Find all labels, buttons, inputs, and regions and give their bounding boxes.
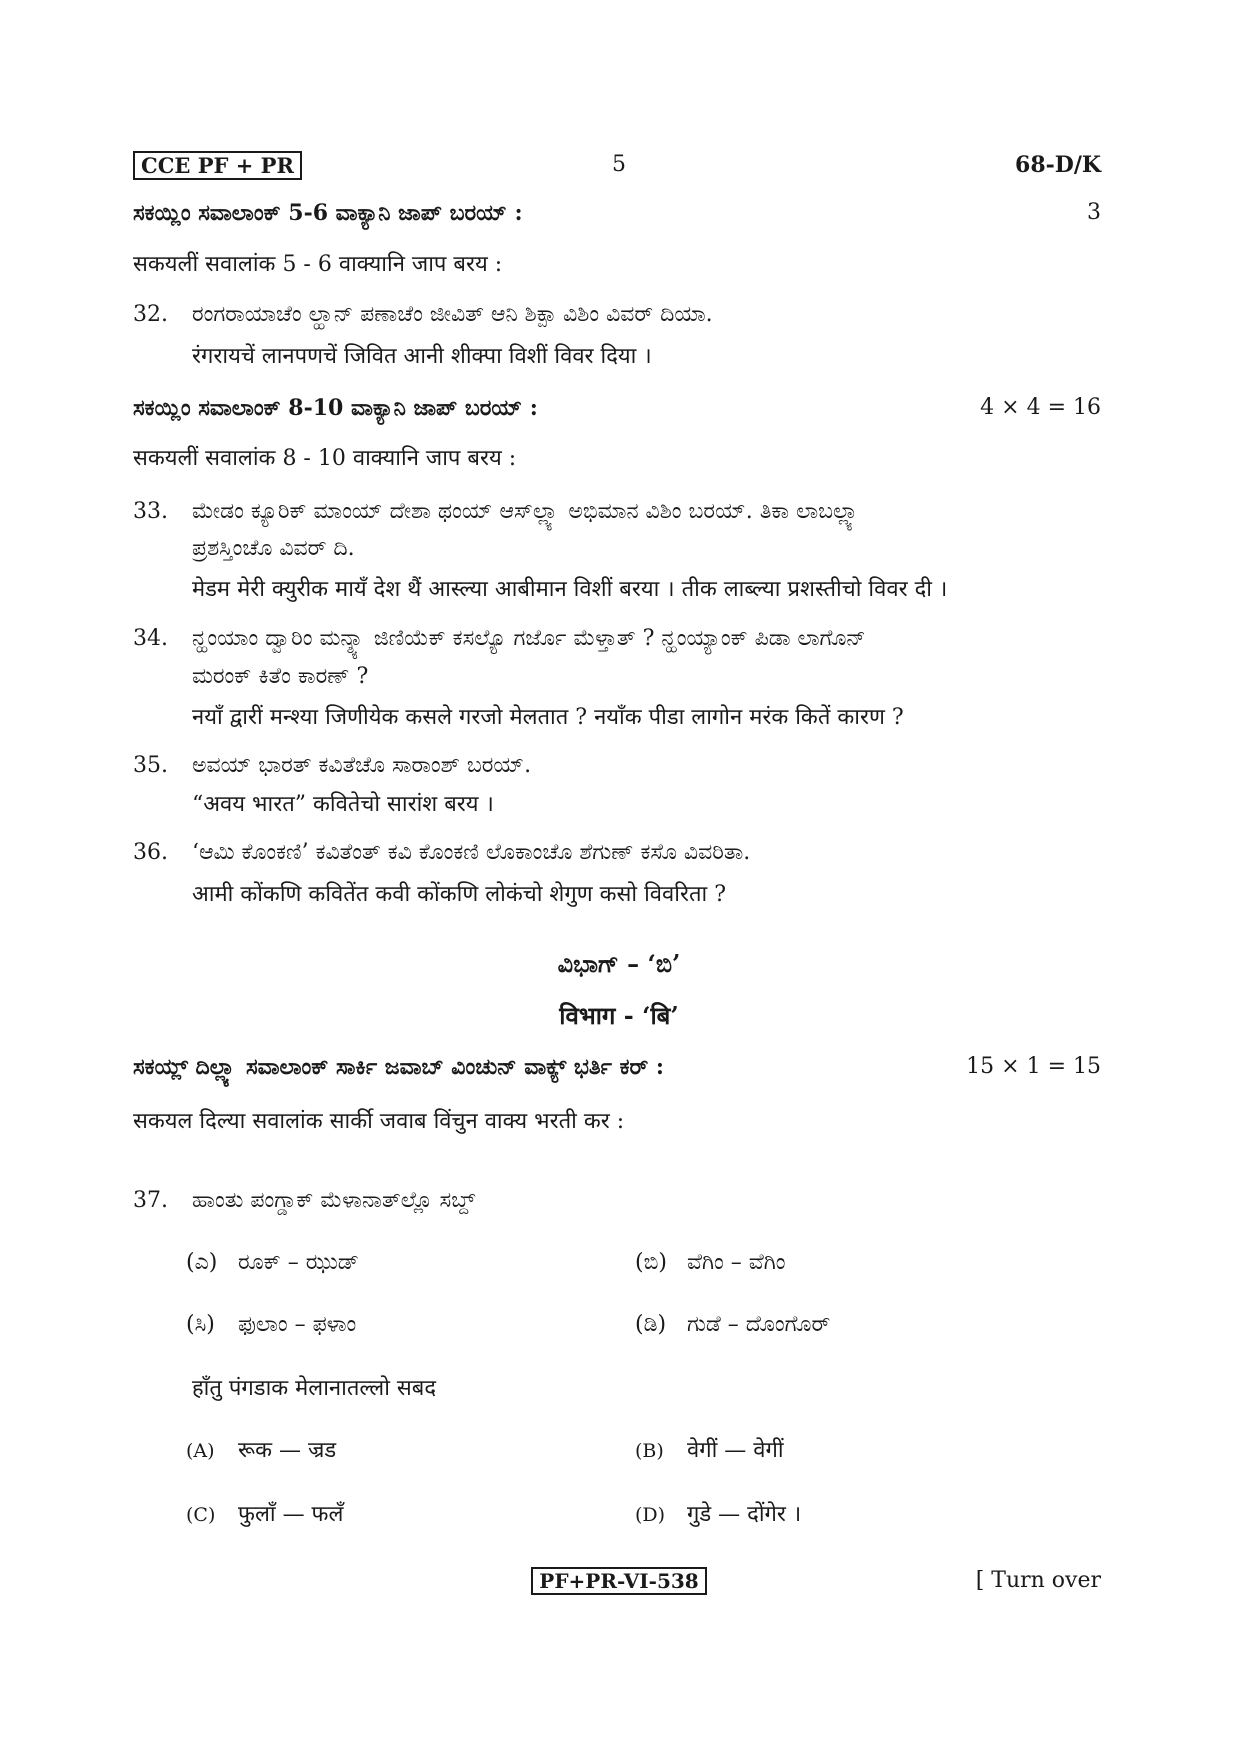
q37-kn-option-d: (ಡಿ) ಗುಡೆ – ದೊಂಗೊರ್ (635, 1312, 831, 1337)
section3-instruction-kn: ಸಕಯ್ಲ್ ದಿಲ್ಲ್ಯಾ ಸವಾಲಾಂಕ್ ಸಾರ್ಕಿ ಜವಾಬ್ ವಿಂಚುನ್ ವಾಕ್ಯ್ ಭರ್ತಿ ಕರ್ : (133, 1054, 665, 1080)
q37-kn-option-c: (ಸಿ) ಫುಲಾಂ – ಫಳಾಂ (186, 1312, 357, 1337)
q33-kn-line2: ಪ್ರಶಸ್ತಿಂಚೊ ವಿವರ್ ದಿ. (192, 536, 355, 561)
section3-marks: 15 × 1 = 15 (966, 1054, 1101, 1079)
q37-kn: ಹಾಂತು ಪಂಗ್ಡಾಕ್ ಮೆಳಾನಾತ್‌ಲ್ಲೊ ಸಬ್ದ್ (192, 1188, 476, 1213)
q35-hi: “अवय भारत” कवितेचो सारांश बरय । (192, 792, 494, 817)
paper-code: 68-D/K (1015, 152, 1101, 178)
q36-hi: आमी कोंकणि कवितेंत कवी कोंकणि लोकंचो शेगुण कसो विवरिता ? (192, 882, 726, 907)
section2-marks: 4 × 4 = 16 (980, 395, 1101, 420)
q37-kn-option-b: (ಬಿ) ವೆಗಿಂ – ವೆಗಿಂ (635, 1250, 786, 1275)
section-b-title-hi: विभाग - ‘बि’ (559, 1001, 679, 1030)
q36-kn: ‘ಆಮಿ ಕೊಂಕಣಿ’ ಕವಿತೆಂತ್ ಕವಿ ಕೊಂಕಣಿ ಲೊಕಾಂಚೊ ಶೆಗುಣ್ ಕಸೊ ವಿವರಿತಾ. (192, 840, 751, 865)
section1-marks: 3 (1087, 200, 1101, 225)
q37-kn-option-a: (ಎ) ರೂಕ್ – ಝುಡ್ (186, 1250, 359, 1275)
q37-hi-option-c: (C) फुलाँ — फलँ (186, 1502, 344, 1527)
q37-hi-option-b: (B) वेगीं — वेगीं (635, 1438, 784, 1463)
q32-hi: रंगरायचें लानपणचें जिवित आनी शीक्पा विशीं विवर दिया । (192, 344, 652, 369)
q34-hi: नयाँ द्वारीं मन्श्या जिणीयेक कसले गरजो मेलतात ? नयाँक पीडा लागोन मरंक कितें कारण ? (192, 705, 904, 730)
q34-number: 34. (133, 626, 168, 651)
q34-kn-line2: ಮರಂಕ್ ಕಿತೆಂ ಕಾರಣ್ ? (192, 664, 369, 689)
q33-kn-line1: ಮೇಡಂ ಕ್ಯೂರಿಕ್ ಮಾಂಯ್ ದೇಶಾ ಥಂಯ್ ಆಸ್‌ಲ್ಲ್ಯಾ ಅಭಿಮಾನ ವಿಶಿಂ ಬರಯ್. ತಿಕಾ ಲಾಬಲ್ಲ್ಯಾ (192, 499, 862, 524)
q33-hi: मेडम मेरी क्युरीक मायँ देश थैं आस्ल्या आबीमान विशीं बरया । तीक लाब्ल्या प्रशस्तीचो विवर दी । (192, 577, 948, 602)
q35-kn: ಅವಯ್ ಭಾರತ್ ಕವಿತೆಚೊ ಸಾರಾಂಶ್ ಬರಯ್. (192, 753, 532, 778)
q37-hi-option-a: (A) रूक — ज्रड (186, 1438, 337, 1463)
footer-code-box: PF+PR-VI-538 (0, 1567, 1238, 1595)
turn-over: [ Turn over (975, 1568, 1101, 1593)
q36-number: 36. (133, 840, 168, 865)
section3-instruction-hi: सकयल दिल्या सवालांक सार्की जवाब विंचुन वाक्य भरती कर : (133, 1109, 625, 1134)
section-b-title-kn: ವಿಭಾಗ್ – ‘ಬಿ’ (557, 949, 681, 978)
section1-instruction-hi: सकयलीं सवालांक 5 - 6 वाक्यानि जाप बरय : (133, 252, 503, 277)
q37-hi-option-d: (D) गुडे — दोंगेर । (635, 1502, 802, 1527)
header-left-box: CCE PF + PR (133, 152, 302, 182)
section2-instruction-hi: सकयलीं सवालांक 8 - 10 वाक्यानि जाप बरय : (133, 446, 517, 471)
q32-kn: ರಂಗರಾಯಾಚೆಂ ಲ್ಹಾನ್ ಪಣಾಚೆಂ ಜೀವಿತ್ ಆನಿ ಶಿಕ್ಪಾ ವಿಶಿಂ ವಿವರ್ ದಿಯಾ. (192, 302, 713, 327)
q37-hi: हाँतु पंगडाक मेलानातल्लो सबद (192, 1376, 437, 1401)
q37-number: 37. (133, 1188, 168, 1213)
q34-kn-line1: ನ್ಹಂಯಾಂ ದ್ವಾರಿಂ ಮನ್ಶ್ಯಾ ಜಿಣಿಯೆಕ್ ಕಸಲ್ಯೊ ಗರ್ಜೊ ಮೆಳ್ತಾತ್ ? ನ್ಹಂಯ್ಯಾಂಕ್ ಪಿಡಾ ಲಾಗೊನ್ (192, 626, 866, 651)
page-number: 5 (612, 152, 626, 177)
section2-instruction-kn: ಸಕಯ್ಲಿಂ ಸವಾಲಾಂಕ್ 8-10 ವಾಕ್ಯಾನಿ ಜಾಪ್ ಬರಯ್ : (133, 395, 538, 421)
q35-number: 35. (133, 753, 168, 778)
section1-instruction-kn: ಸಕಯ್ಲಿಂ ಸವಾಲಾಂಕ್ 5-6 ವಾಕ್ಯಾನಿ ಜಾಪ್ ಬರಯ್ : (133, 200, 523, 226)
q33-number: 33. (133, 499, 168, 524)
q32-number: 32. (133, 302, 168, 327)
